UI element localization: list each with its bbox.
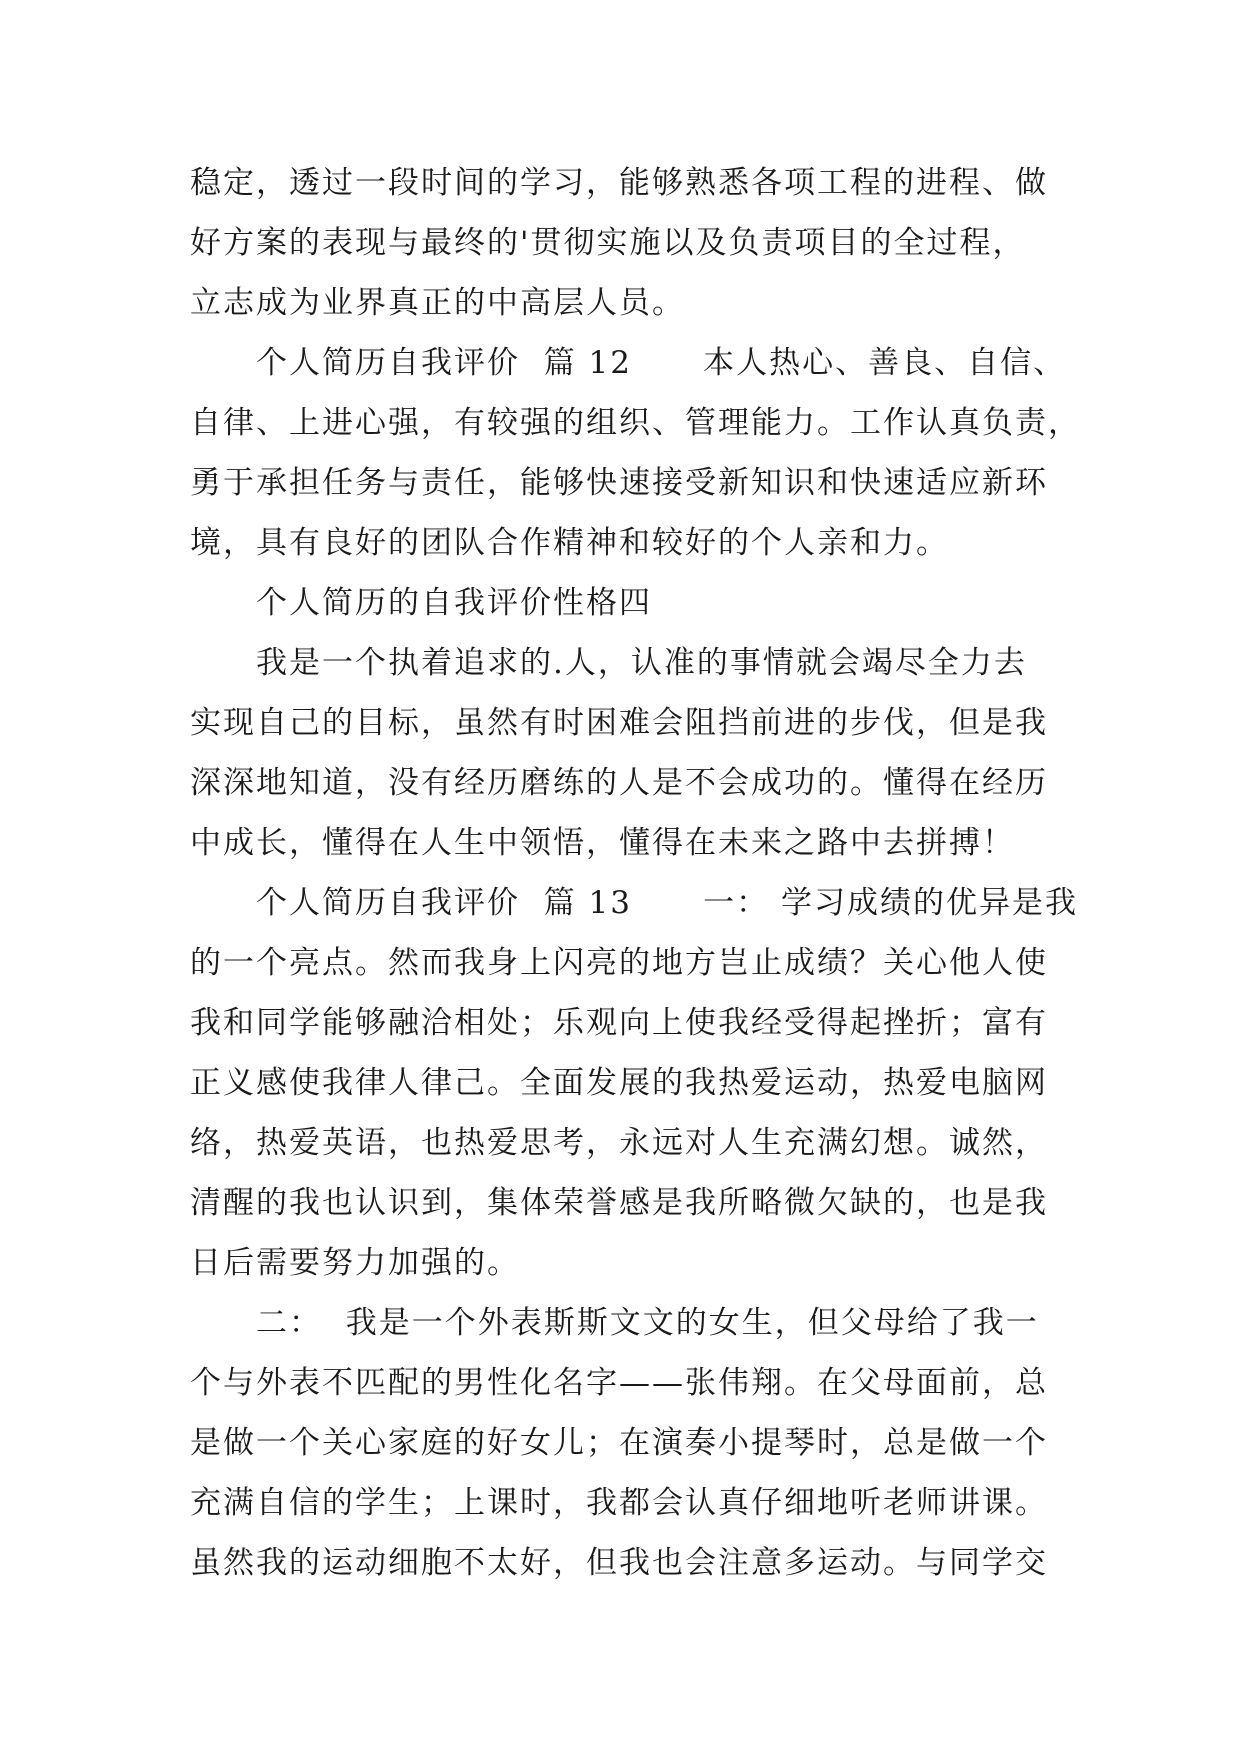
- text-line: 虽然我的运动细胞不太好，但我也会注意多运动。与同学交: [190, 1545, 1048, 1581]
- text-line: 充满自信的学生；上课时，我都会认真仔细地听老师讲课。: [190, 1485, 1048, 1521]
- section-heading-line: 个人简历自我评价 篇 12 本人热心、善良、自信、: [256, 345, 1067, 381]
- text-line: 我和同学能够融洽相处；乐观向上使我经受得起挫折；富有: [190, 1005, 1048, 1041]
- section-heading-line: 个人简历自我评价 篇 13 一： 学习成绩的优异是我: [256, 885, 1078, 921]
- text-line: 勇于承担任务与责任，能够快速接受新知识和快速适应新环: [190, 465, 1048, 501]
- text-line: 深深地知道，没有经历磨练的人是不会成功的。懂得在经历: [190, 765, 1048, 801]
- document-body: [190, 153, 1081, 1593]
- text-line: 好方案的表现与最终的'贯彻实施以及负责项目的全过程，: [190, 225, 1026, 261]
- text-line: 正义感使我律人律己。全面发展的我热爱运动，热爱电脑网: [190, 1065, 1048, 1101]
- paragraph-start-line: 我是一个执着追求的.人，认准的事情就会竭尽全力去: [256, 645, 1027, 681]
- text-line: 清醒的我也认识到，集体荣誉感是我所略微欠缺的，也是我: [190, 1185, 1048, 1221]
- text-line: 立志成为业界真正的中高层人员。: [190, 285, 685, 321]
- text-line: 是做一个关心家庭的好女儿；在演奏小提琴时，总是做一个: [190, 1425, 1048, 1461]
- paragraph-start-line: 二： 我是一个外表斯斯文文的女生，但父母给了我一: [256, 1305, 1039, 1341]
- text-line: 境，具有良好的团队合作精神和较好的个人亲和力。: [190, 525, 949, 561]
- text-line: 个与外表不匹配的男性化名字——张伟翔。在父母面前，总: [190, 1365, 1048, 1401]
- text-line: 中成长，懂得在人生中领悟，懂得在未来之路中去拼搏！: [190, 825, 1015, 861]
- text-line: 实现自己的目标，虽然有时困难会阻挡前进的步伐，但是我: [190, 705, 1048, 741]
- text-line: 稳定，透过一段时间的学习，能够熟悉各项工程的进程、做: [190, 165, 1048, 201]
- section-heading-line: 个人简历的自我评价性格四: [256, 585, 652, 621]
- text-line: 自律、上进心强，有较强的组织、管理能力。工作认真负责，: [190, 405, 1081, 441]
- text-line: 的一个亮点。然而我身上闪亮的地方岂止成绩？关心他人使: [190, 945, 1048, 981]
- text-line: 络，热爱英语，也热爱思考，永远对人生充满幻想。诚然，: [190, 1125, 1048, 1161]
- text-line: 日后需要努力加强的。: [190, 1245, 520, 1281]
